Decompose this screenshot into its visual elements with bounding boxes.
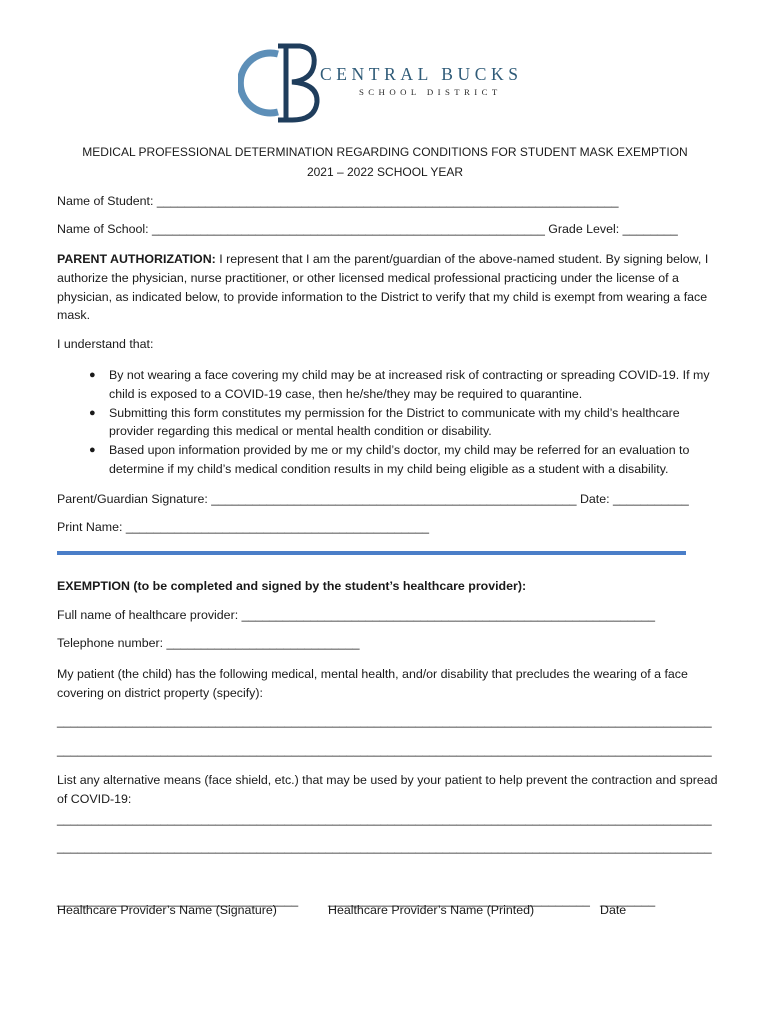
parent-authorization bbox=[57, 250, 722, 325]
provider-date-line[interactable]: ________ bbox=[600, 893, 656, 907]
provider-printed-line[interactable]: ______________________________________ bbox=[328, 893, 590, 907]
bullet-icon: ● bbox=[89, 444, 96, 457]
cb-monogram-icon bbox=[238, 42, 322, 124]
bullet-icon: ● bbox=[89, 406, 96, 419]
alternative-line-2[interactable]: _______________________________________________________________________________________________ bbox=[57, 840, 712, 854]
provider-date-label: Date bbox=[600, 903, 627, 917]
parent-signature-field[interactable]: Parent/Guardian Signature: _____________________________________________________ Date: ___________ bbox=[57, 492, 689, 506]
parent-authorization-label: PARENT AUTHORIZATION: bbox=[57, 252, 216, 266]
provider-signature-label: Healthcare Provider’s Name (Signature) bbox=[57, 903, 277, 917]
list-item bbox=[57, 441, 722, 479]
district-logo bbox=[238, 42, 558, 124]
understand-list bbox=[57, 366, 722, 479]
list-item-text: By not wearing a face covering my child may be at increased risk of contracting or spreading COVID-19. If my child is exposed to a COVID-19 case, then he/she/they may be required to quarantine. bbox=[109, 368, 710, 401]
alternative-line-1[interactable]: _______________________________________________________________________________________________ bbox=[57, 812, 712, 826]
parent-authorization-text: I represent that I am the parent/guardian of the above-named student. By signing below, I authorize the physician, nurse practitioner, or other licensed medical professional practicing under the license of a physician, as indicated below, to provide information to the District to verify that my child is exempt from wearing a face mask. bbox=[57, 252, 709, 323]
provider-signature-line[interactable]: ___________________________________ bbox=[57, 893, 299, 907]
print-name-field[interactable]: Print Name: ____________________________________________ bbox=[57, 520, 430, 534]
school-year: 2021 – 2022 SCHOOL YEAR bbox=[306, 165, 464, 179]
bullet-icon: ● bbox=[89, 369, 96, 381]
telephone-field[interactable]: Telephone number: ____________________________ bbox=[57, 636, 360, 650]
section-divider bbox=[57, 551, 686, 555]
provider-name-field[interactable]: Full name of healthcare provider: ____________________________________________________________ bbox=[57, 608, 656, 622]
logo-name: CENTRAL BUCKS bbox=[320, 64, 523, 84]
list-item bbox=[57, 404, 722, 442]
condition-prompt: My patient (the child) has the following medical, mental health, and/or disability that precludes the wearing of a face covering on district property (specify): bbox=[57, 667, 688, 700]
exemption-title: EXEMPTION (to be completed and signed by the student’s healthcare provider): bbox=[57, 579, 527, 593]
student-name-field[interactable]: Name of Student: ___________________________________________________________________ bbox=[57, 194, 619, 208]
alternative-prompt: List any alternative means (face shield, etc.) that may be used by your patient to help prevent the contraction and spread of COVID-19: bbox=[57, 773, 718, 806]
list-item-text: Submitting this form constitutes my permission for the District to communicate with my child’s healthcare provider regarding this medical or mental health condition or disability. bbox=[109, 405, 680, 439]
list-item-text: Based upon information provided by me or my child’s doctor, my child may be referred for an evaluation to determine if my child’s medical condition results in my child being eligible as a student with a disability. bbox=[109, 443, 690, 476]
condition-line-1[interactable]: _______________________________________________________________________________________________ bbox=[57, 714, 712, 728]
understand-intro: I understand that: bbox=[57, 337, 154, 351]
school-name-field[interactable]: Name of School: _________________________________________________________ Grade Level: ________ bbox=[57, 222, 678, 236]
list-item bbox=[57, 366, 722, 404]
condition-line-2[interactable]: _______________________________________________________________________________________________ bbox=[57, 743, 712, 757]
form-title: MEDICAL PROFESSIONAL DETERMINATION REGARDING CONDITIONS FOR STUDENT MASK EXEMPTION bbox=[82, 145, 688, 159]
provider-printed-label: Healthcare Provider’s Name (Printed) bbox=[328, 903, 535, 917]
logo-subtitle: SCHOOL DISTRICT bbox=[359, 87, 502, 97]
